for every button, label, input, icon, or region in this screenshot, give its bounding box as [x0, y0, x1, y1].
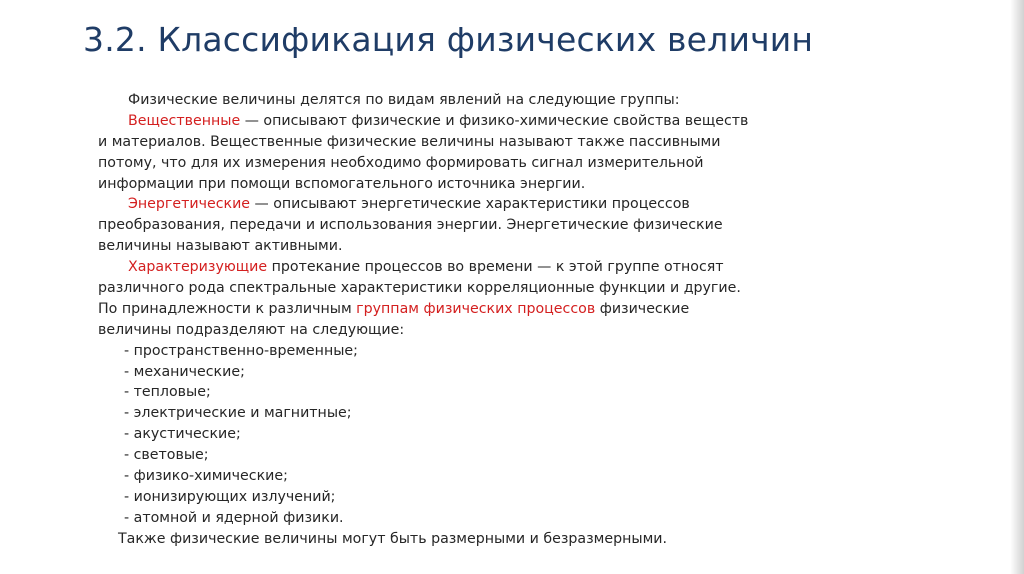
energy-line-1 [98, 194, 898, 215]
substance-line-2: и материалов. Вещественные физические величины называют также пассивными [98, 133, 721, 150]
process-groups-line-2: величины подразделяют на следующие: [98, 321, 405, 338]
process-groups-line-1 [98, 299, 898, 320]
process-groups-text-before: По принадлежности к различным [98, 300, 357, 317]
term-process-groups: группам физических процессов [356, 300, 596, 317]
list-item: - пространственно-временные; [124, 342, 358, 359]
list-item: - электрические и магнитные; [124, 405, 352, 422]
term-energy: Энергетические [128, 196, 251, 213]
list-item: - атомной и ядерной физики. [124, 509, 344, 526]
substance-line-1 [98, 111, 898, 132]
substance-line-3: потому, что для их измерения необходимо формировать сигнал измерительной [98, 154, 704, 171]
list-item: - ионизирующих излучений; [124, 488, 336, 505]
characterizing-text-1: протекание процессов во времени — к этой группе относят [267, 259, 724, 276]
substance-line-4: информации при помощи вспомогательного источника энергии. [98, 175, 586, 192]
term-characterizing: Характеризующие [128, 259, 268, 276]
list-item: - физико-химические; [124, 468, 288, 485]
characterizing-line-2: различного рода спектральные характеристики корреляционные функции и другие. [98, 280, 741, 297]
closing-line: Также физические величины могут быть размерными и безразмерными. [118, 530, 668, 547]
process-groups-text-after: физические [595, 300, 690, 317]
list-item: - тепловые; [124, 384, 211, 401]
list-item: - акустические; [124, 426, 241, 443]
term-substance: Вещественные [128, 112, 241, 129]
list-item: - световые; [124, 447, 209, 464]
slide-title: 3.2. Классификация физических величин [83, 20, 814, 59]
list-item: - механические; [124, 363, 245, 380]
energy-text-1: — описывают энергетические характеристики процессов [250, 196, 690, 213]
substance-text-1: — описывают физические и физико-химические свойства веществ [240, 112, 749, 129]
energy-line-3: величины называют активными. [98, 238, 343, 255]
slide-edge-shadow [1010, 0, 1024, 574]
energy-line-2: преобразования, передачи и использования энергии. Энергетические физические [98, 217, 723, 234]
characterizing-line-1 [98, 257, 898, 278]
slide-body [98, 90, 898, 550]
intro-line: Физические величины делятся по видам явлений на следующие группы: [128, 92, 680, 108]
